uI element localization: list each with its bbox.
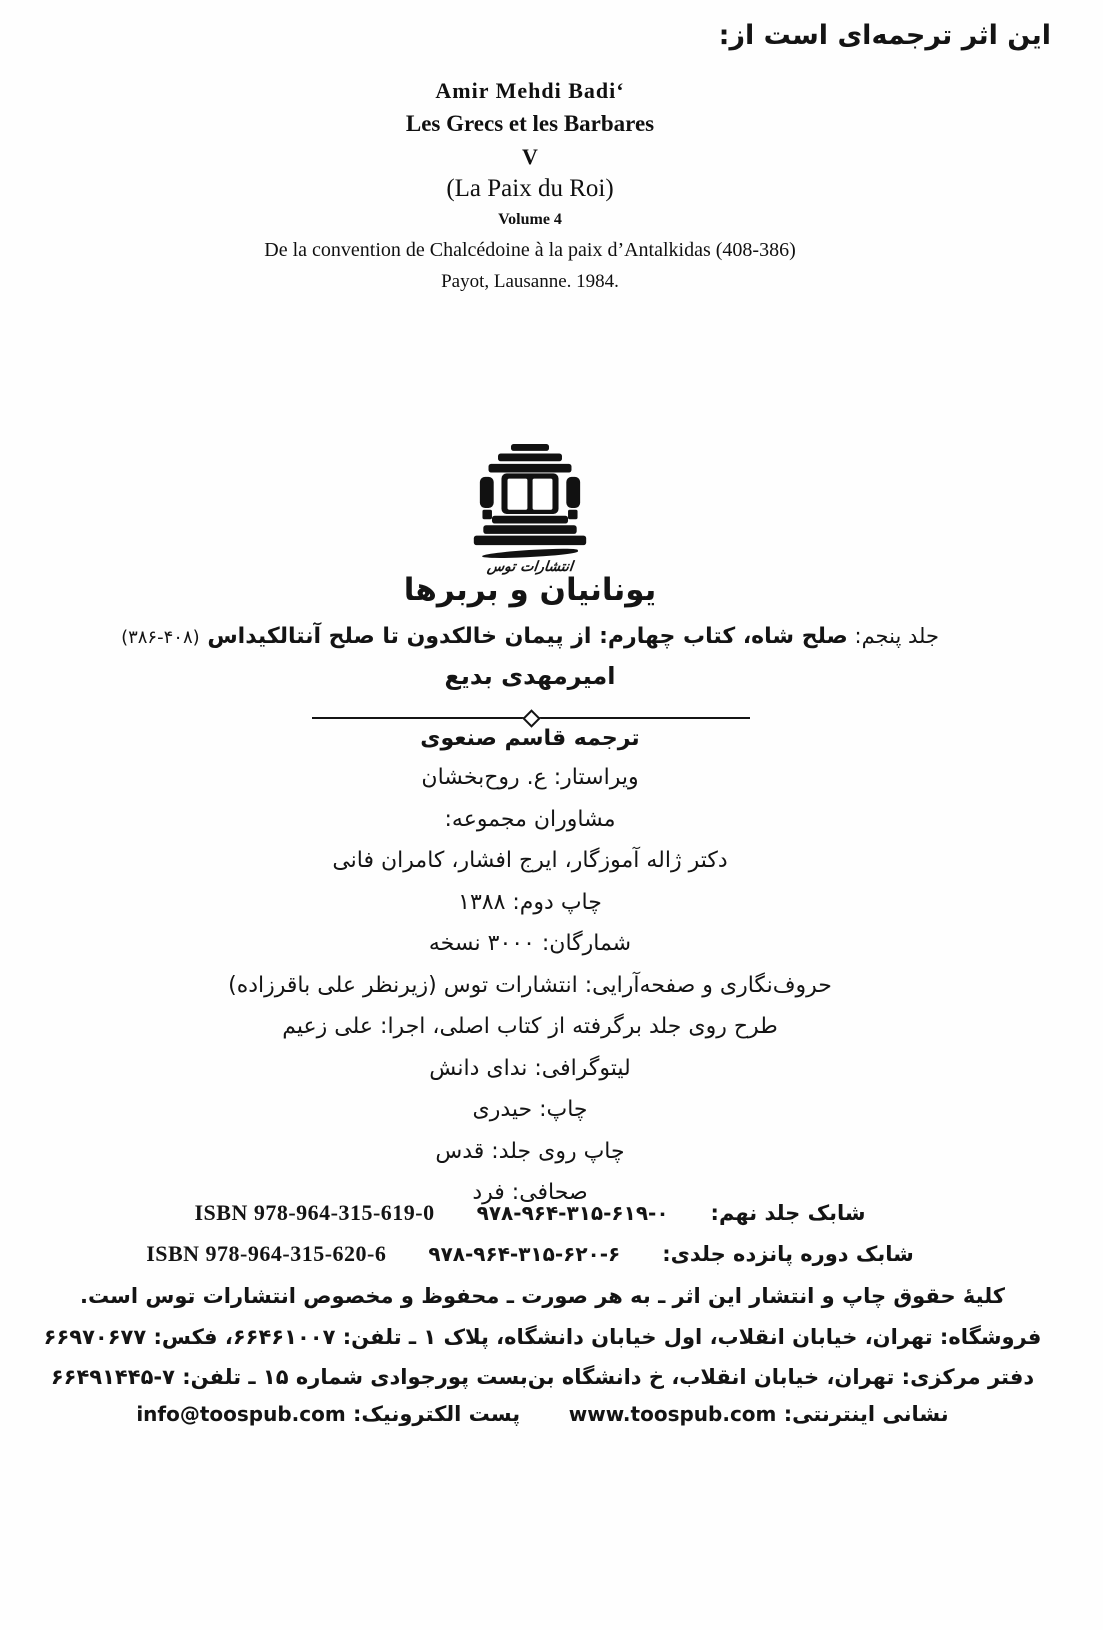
isbn-volume-row [0, 1200, 1060, 1226]
credit-printing: چاپ: حیدری [472, 1097, 588, 1122]
series-years: (۴۰۸-۳۸۶) [121, 627, 200, 648]
isbn-set-label: شابک دوره پانزده جلدی: [662, 1242, 914, 1266]
translation-note: این اثر ترجمه‌ای است از: [718, 20, 1051, 51]
logo-brush-streak [482, 547, 578, 559]
original-author: Amir Mehdi Badi‘ [435, 78, 625, 103]
original-subtitle: (La Paix du Roi) [446, 175, 614, 202]
head-office-address: دفتر مرکزی: تهران، خیابان انقلاب، خ دانشگاه بن‌بست پورجوادی شماره ۱۵ ـ تلفن: ۷-۶۶۴۹۱۴۴۵ [50, 1365, 1035, 1389]
credit-binding: صحافی: فرد [472, 1180, 588, 1205]
copyright-notice: کلیهٔ حقوق چاپ و انتشار این اثر ـ به هر صورت ـ محفوظ و مخصوص انتشارات توس است. [79, 1284, 1006, 1308]
imprint-credits [0, 757, 1060, 1214]
isbn-volume-label: شابک جلد نهم: [710, 1201, 866, 1225]
series-line [0, 624, 1060, 649]
toos-publications-logo [455, 444, 605, 575]
website-label: نشانی اینترنتی: [783, 1402, 949, 1426]
diamond-icon [522, 709, 540, 727]
toos-logo-signature: انتشارات توس [486, 559, 574, 575]
bookstore-address: فروشگاه: تهران، خیابان انقلاب، اول خیابان دانشگاه، پلاک ۱ ـ تلفن: ۶۶۴۶۱۰۰۷، فکس: ۶۶۹۷۰۶۷۷ [43, 1325, 1042, 1349]
series-prefix: جلد پنجم: [847, 624, 939, 648]
email-label: پست الکترونیک: [353, 1402, 521, 1426]
divider-line-left [312, 717, 524, 720]
isbn-set-number-fa: ۹۷۸-۹۶۴-۳۱۵-۶۲۰-۶ [428, 1242, 621, 1266]
contact-web-line [0, 1402, 1085, 1426]
credit-lithography: لیتوگرافی: ندای دانش [429, 1055, 631, 1081]
original-work-block [0, 78, 1060, 293]
credit-typesetting: حروف‌نگاری و صفحه‌آرایی: انتشارات توس (زیرنظر علی باقرزاده) [228, 972, 832, 998]
credit-cover-design: طرح روی جلد برگرفته از کتاب اصلی، اجرا: علی زعیم [282, 1014, 778, 1039]
diamond-divider [312, 712, 750, 724]
isbn-volume-number-en: ISBN 978-964-315-619-0 [194, 1200, 435, 1225]
author-fa: امیرمهدی بدیع [444, 662, 616, 690]
credit-advisors: دکتر ژاله آموزگار، ایرج افشار، کامران فانی [332, 848, 728, 873]
original-publisher-line: Payot, Lausanne. 1984. [441, 271, 619, 292]
original-description: De la convention de Chalcédoine à la paix d’Antalkidas (408-386) [264, 239, 796, 261]
original-volume-label: Volume 4 [498, 211, 562, 228]
credit-editor: ویراستار: ع. روح‌بخشان [421, 765, 639, 790]
credit-print-run: شمارگان: ۳۰۰۰ نسخه [428, 931, 632, 956]
isbn-volume-number-fa: ۹۷۸-۹۶۴-۳۱۵-۶۱۹-۰ [476, 1201, 669, 1225]
series-main: صلح شاه، کتاب چهارم: از پیمان خالکدون تا صلح آنتالکیداس [199, 624, 848, 649]
email-address: info@toospub.com [136, 1402, 346, 1426]
isbn-set-row [0, 1241, 1060, 1267]
isbn-set-number-en: ISBN 978-964-315-620-6 [146, 1241, 387, 1266]
original-volume-numeral: V [522, 144, 538, 169]
website-url: www.toospub.com [568, 1402, 777, 1426]
divider-line-right [539, 717, 751, 720]
translator-line: ترجمه قاسم صنعوی [420, 726, 640, 751]
credit-advisors-label: مشاوران مجموعه: [444, 806, 616, 832]
credit-edition: چاپ دوم: ۱۳۸۸ [458, 889, 602, 915]
original-title: Les Grecs et les Barbares [405, 111, 655, 136]
column-book-logo-icon [468, 444, 592, 546]
credit-cover-print: چاپ روی جلد: قدس [435, 1138, 625, 1164]
book-title-fa: یونانیان و بربرها [403, 572, 657, 608]
